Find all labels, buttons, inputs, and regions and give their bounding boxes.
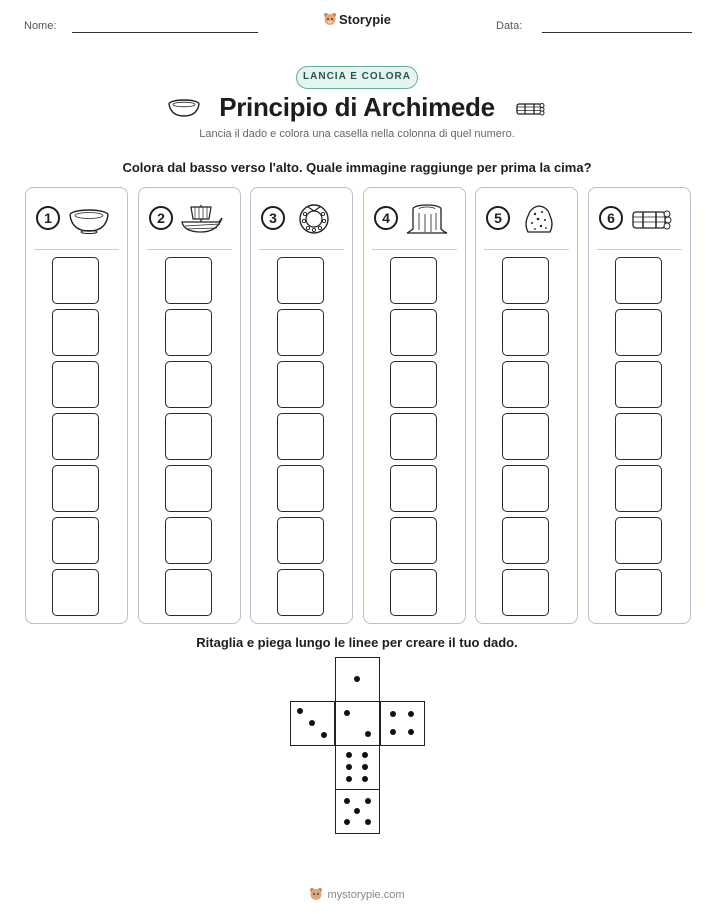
log-bundle-icon — [513, 96, 547, 120]
color-cell[interactable] — [502, 569, 549, 616]
color-cell[interactable] — [52, 517, 99, 564]
column-divider — [147, 249, 232, 250]
game-instruction: Colora dal basso verso l'alto. Quale immagine raggiunge per prima la cima? — [122, 160, 592, 175]
color-cell[interactable] — [390, 257, 437, 304]
die-pip — [390, 711, 396, 717]
column-5 — [475, 187, 578, 624]
die-pip — [408, 711, 414, 717]
column-number: 5 — [486, 206, 510, 230]
color-cell[interactable] — [277, 309, 324, 356]
color-cell[interactable] — [165, 361, 212, 408]
die-pip — [362, 776, 368, 782]
color-cell[interactable] — [277, 413, 324, 460]
footer-url[interactable]: mystorypie.com — [327, 889, 405, 901]
die-face-2 — [335, 701, 380, 746]
color-cell[interactable] — [165, 309, 212, 356]
die-face-5 — [335, 789, 380, 834]
footer — [0, 887, 714, 901]
column-4 — [363, 187, 466, 624]
color-cell[interactable] — [615, 257, 662, 304]
column-header — [599, 202, 682, 238]
die-pip — [344, 798, 350, 804]
column-divider — [484, 249, 569, 250]
die-pip — [297, 708, 303, 714]
color-cell[interactable] — [502, 413, 549, 460]
title-row — [0, 92, 714, 123]
die-pip — [390, 729, 396, 735]
column-header — [149, 202, 232, 238]
column-divider — [597, 249, 682, 250]
column-1 — [25, 187, 128, 624]
color-cell[interactable] — [615, 413, 662, 460]
column-header — [486, 202, 569, 238]
color-cell[interactable] — [502, 465, 549, 512]
name-label: Nome: — [24, 20, 57, 32]
die-face-4 — [380, 701, 425, 746]
color-cell[interactable] — [52, 309, 99, 356]
color-cell[interactable] — [52, 569, 99, 616]
brand-logo — [0, 12, 714, 27]
color-cell[interactable] — [615, 517, 662, 564]
column-divider — [259, 249, 344, 250]
die-pip — [346, 776, 352, 782]
color-cell[interactable] — [165, 569, 212, 616]
color-cell[interactable] — [615, 309, 662, 356]
die-pip — [344, 819, 350, 825]
die-face-3 — [290, 701, 335, 746]
color-cell[interactable] — [390, 309, 437, 356]
column-number: 6 — [599, 206, 623, 230]
column-2 — [138, 187, 241, 624]
dice-instruction: Ritaglia e piega lungo le linee per creare il tuo dado. — [196, 635, 518, 650]
name-line[interactable] — [72, 32, 258, 33]
color-cell[interactable] — [165, 257, 212, 304]
bowl-icon — [66, 202, 112, 236]
color-cell[interactable] — [390, 517, 437, 564]
color-cell[interactable] — [277, 361, 324, 408]
column-header — [36, 202, 119, 238]
column-3 — [250, 187, 353, 624]
die-pip — [362, 752, 368, 758]
brand-name: Storypie — [338, 12, 391, 27]
die-face-1 — [335, 657, 380, 702]
page-subtitle: Lancia il dado e colora una casella nella colonna di quel numero. — [199, 128, 515, 140]
color-cell[interactable] — [390, 569, 437, 616]
die-pip — [362, 764, 368, 770]
sponge-icon — [516, 202, 562, 236]
color-cell[interactable] — [502, 361, 549, 408]
ship-icon — [179, 202, 225, 236]
color-cell[interactable] — [52, 413, 99, 460]
color-cell[interactable] — [277, 569, 324, 616]
die-pip — [354, 676, 360, 682]
die-pip — [346, 764, 352, 770]
category-badge: LANCIA E COLORA — [296, 66, 418, 89]
color-cell[interactable] — [615, 569, 662, 616]
color-cell[interactable] — [390, 413, 437, 460]
column-divider — [34, 249, 119, 250]
color-cell[interactable] — [277, 517, 324, 564]
color-cell[interactable] — [502, 257, 549, 304]
color-cell[interactable] — [52, 361, 99, 408]
column-header — [374, 202, 457, 238]
bowl-icon — [167, 97, 201, 119]
die-pip — [321, 732, 327, 738]
die-pip — [344, 710, 350, 716]
column-number: 4 — [374, 206, 398, 230]
color-cell[interactable] — [277, 257, 324, 304]
column-number: 2 — [149, 206, 173, 230]
color-cell[interactable] — [52, 465, 99, 512]
color-cell[interactable] — [52, 257, 99, 304]
die-pip — [408, 729, 414, 735]
color-cell[interactable] — [502, 517, 549, 564]
color-cell[interactable] — [165, 517, 212, 564]
column-divider — [372, 249, 457, 250]
die-pip — [309, 720, 315, 726]
bear-logo-icon — [309, 887, 323, 901]
date-label: Data: — [496, 20, 523, 32]
color-cell[interactable] — [615, 361, 662, 408]
color-cell[interactable] — [390, 361, 437, 408]
color-cell[interactable] — [390, 465, 437, 512]
die-pip — [365, 798, 371, 804]
column-6 — [588, 187, 691, 624]
column-header — [261, 202, 344, 238]
date-line[interactable] — [542, 32, 692, 33]
color-cell[interactable] — [165, 413, 212, 460]
crown-icon — [291, 202, 337, 236]
die-face-6 — [335, 745, 380, 790]
log-bundle-icon — [629, 202, 675, 236]
die-pip — [346, 752, 352, 758]
bear-logo-icon — [323, 12, 337, 26]
column-number: 1 — [36, 206, 60, 230]
page-title: Principio di Archimede — [219, 92, 495, 122]
color-cell[interactable] — [165, 465, 212, 512]
die-pip — [365, 731, 371, 737]
color-cell[interactable] — [277, 465, 324, 512]
die-pip — [354, 808, 360, 814]
color-cell[interactable] — [615, 465, 662, 512]
die-pip — [365, 819, 371, 825]
color-cell[interactable] — [502, 309, 549, 356]
column-number: 3 — [261, 206, 285, 230]
tree-stump-icon — [404, 202, 450, 236]
